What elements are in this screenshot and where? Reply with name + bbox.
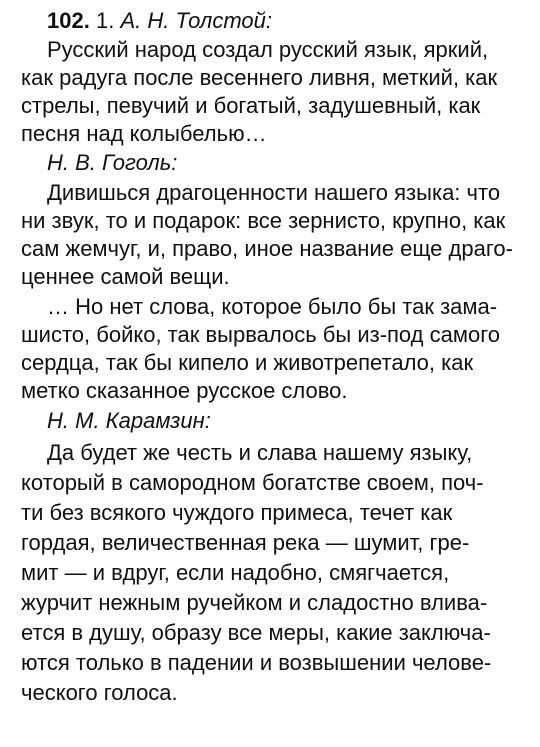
author-tolstoy: А. Н. Толстой: [120, 8, 272, 33]
paragraph-line: песня над колыбелью… [21, 121, 267, 146]
paragraph-line: сердца, так бы кипело и животрепетало, как [21, 350, 474, 375]
exercise-number: 102. [47, 8, 90, 33]
paragraph-line: ются только в падении и возвышении челове- [21, 650, 492, 675]
paragraph-line: … Но нет слова, которое было бы так зама- [47, 294, 498, 319]
author-karamzin: Н. М. Карамзин: [47, 408, 211, 433]
item-number: 1. [95, 8, 115, 33]
paragraph-line: ти без всякого чуждого примеса, течет как [21, 500, 453, 525]
paragraph-line: который в самородном богатстве своем, поч- [21, 470, 484, 495]
paragraph-line: Дивишься драгоценности нашего языка: что [47, 180, 501, 205]
paragraph-line: ется в душу, образу все меры, какие заключа- [21, 620, 491, 645]
paragraph-line: шисто, бойко, так вырвалось бы из-под самого [21, 322, 501, 347]
paragraph-line: Да будет же честь и слава нашему языку, [47, 440, 473, 465]
paragraph-line: сам жемчуг, и, право, иное название еще драго- [21, 236, 513, 261]
paragraph-line: ценнее самой вещи. [21, 264, 230, 289]
textbook-page: 102. 1. А. Н. Толстой: Русский народ создал русский язык, яркий, как радуга после весеннего ливня, меткий, как стрелы, певучий и богатый, задушевный, как песня над колыбелью… Н. В. Гоголь: Дивишься драгоценности нашего языка: что ни звук, то и подарок: все зернисто, крупно, как сам жемчуг, и, право, иное название еще драго- ценнее самой вещи. … Но нет слова, которое было бы так зама- шисто, бойко, так вырвалось бы из-под самого сердца, так бы кипело и животрепетало, как метко сказанное русское слово. Н. М. Карамзин: Да будет же честь и слава нашему языку, который в самородном богатстве своем, поч- ти без всякого чуждого примеса, течет как гордая, величественная река — шумит, гре- мит — и вдруг, если надобно, смягчается, журчит нежным ручейком и сладостно влива- ется в душу, образу все меры, какие заключа- ются только в падении и возвышении челове- ческого голоса. [0, 0, 540, 747]
paragraph-line: метко сказанное русское слово. [21, 378, 348, 403]
paragraph-line: Русский народ создал русский язык, яркий, [47, 37, 489, 62]
paragraph-line: стрелы, певучий и богатый, задушевный, как [21, 93, 481, 118]
author-gogol: Н. В. Гоголь: [47, 150, 178, 175]
paragraph-line: ческого голоса. [21, 680, 178, 705]
exercise-header [47, 8, 540, 34]
paragraph-line: мит — и вдруг, если надобно, смягчается, [21, 560, 450, 585]
paragraph-line: гордая, величественная река — шумит, гре- [21, 530, 470, 555]
paragraph-line: ни звук, то и подарок: все зернисто, крупно, как [21, 208, 506, 233]
paragraph-line: журчит нежным ручейком и сладостно влива- [21, 590, 488, 615]
